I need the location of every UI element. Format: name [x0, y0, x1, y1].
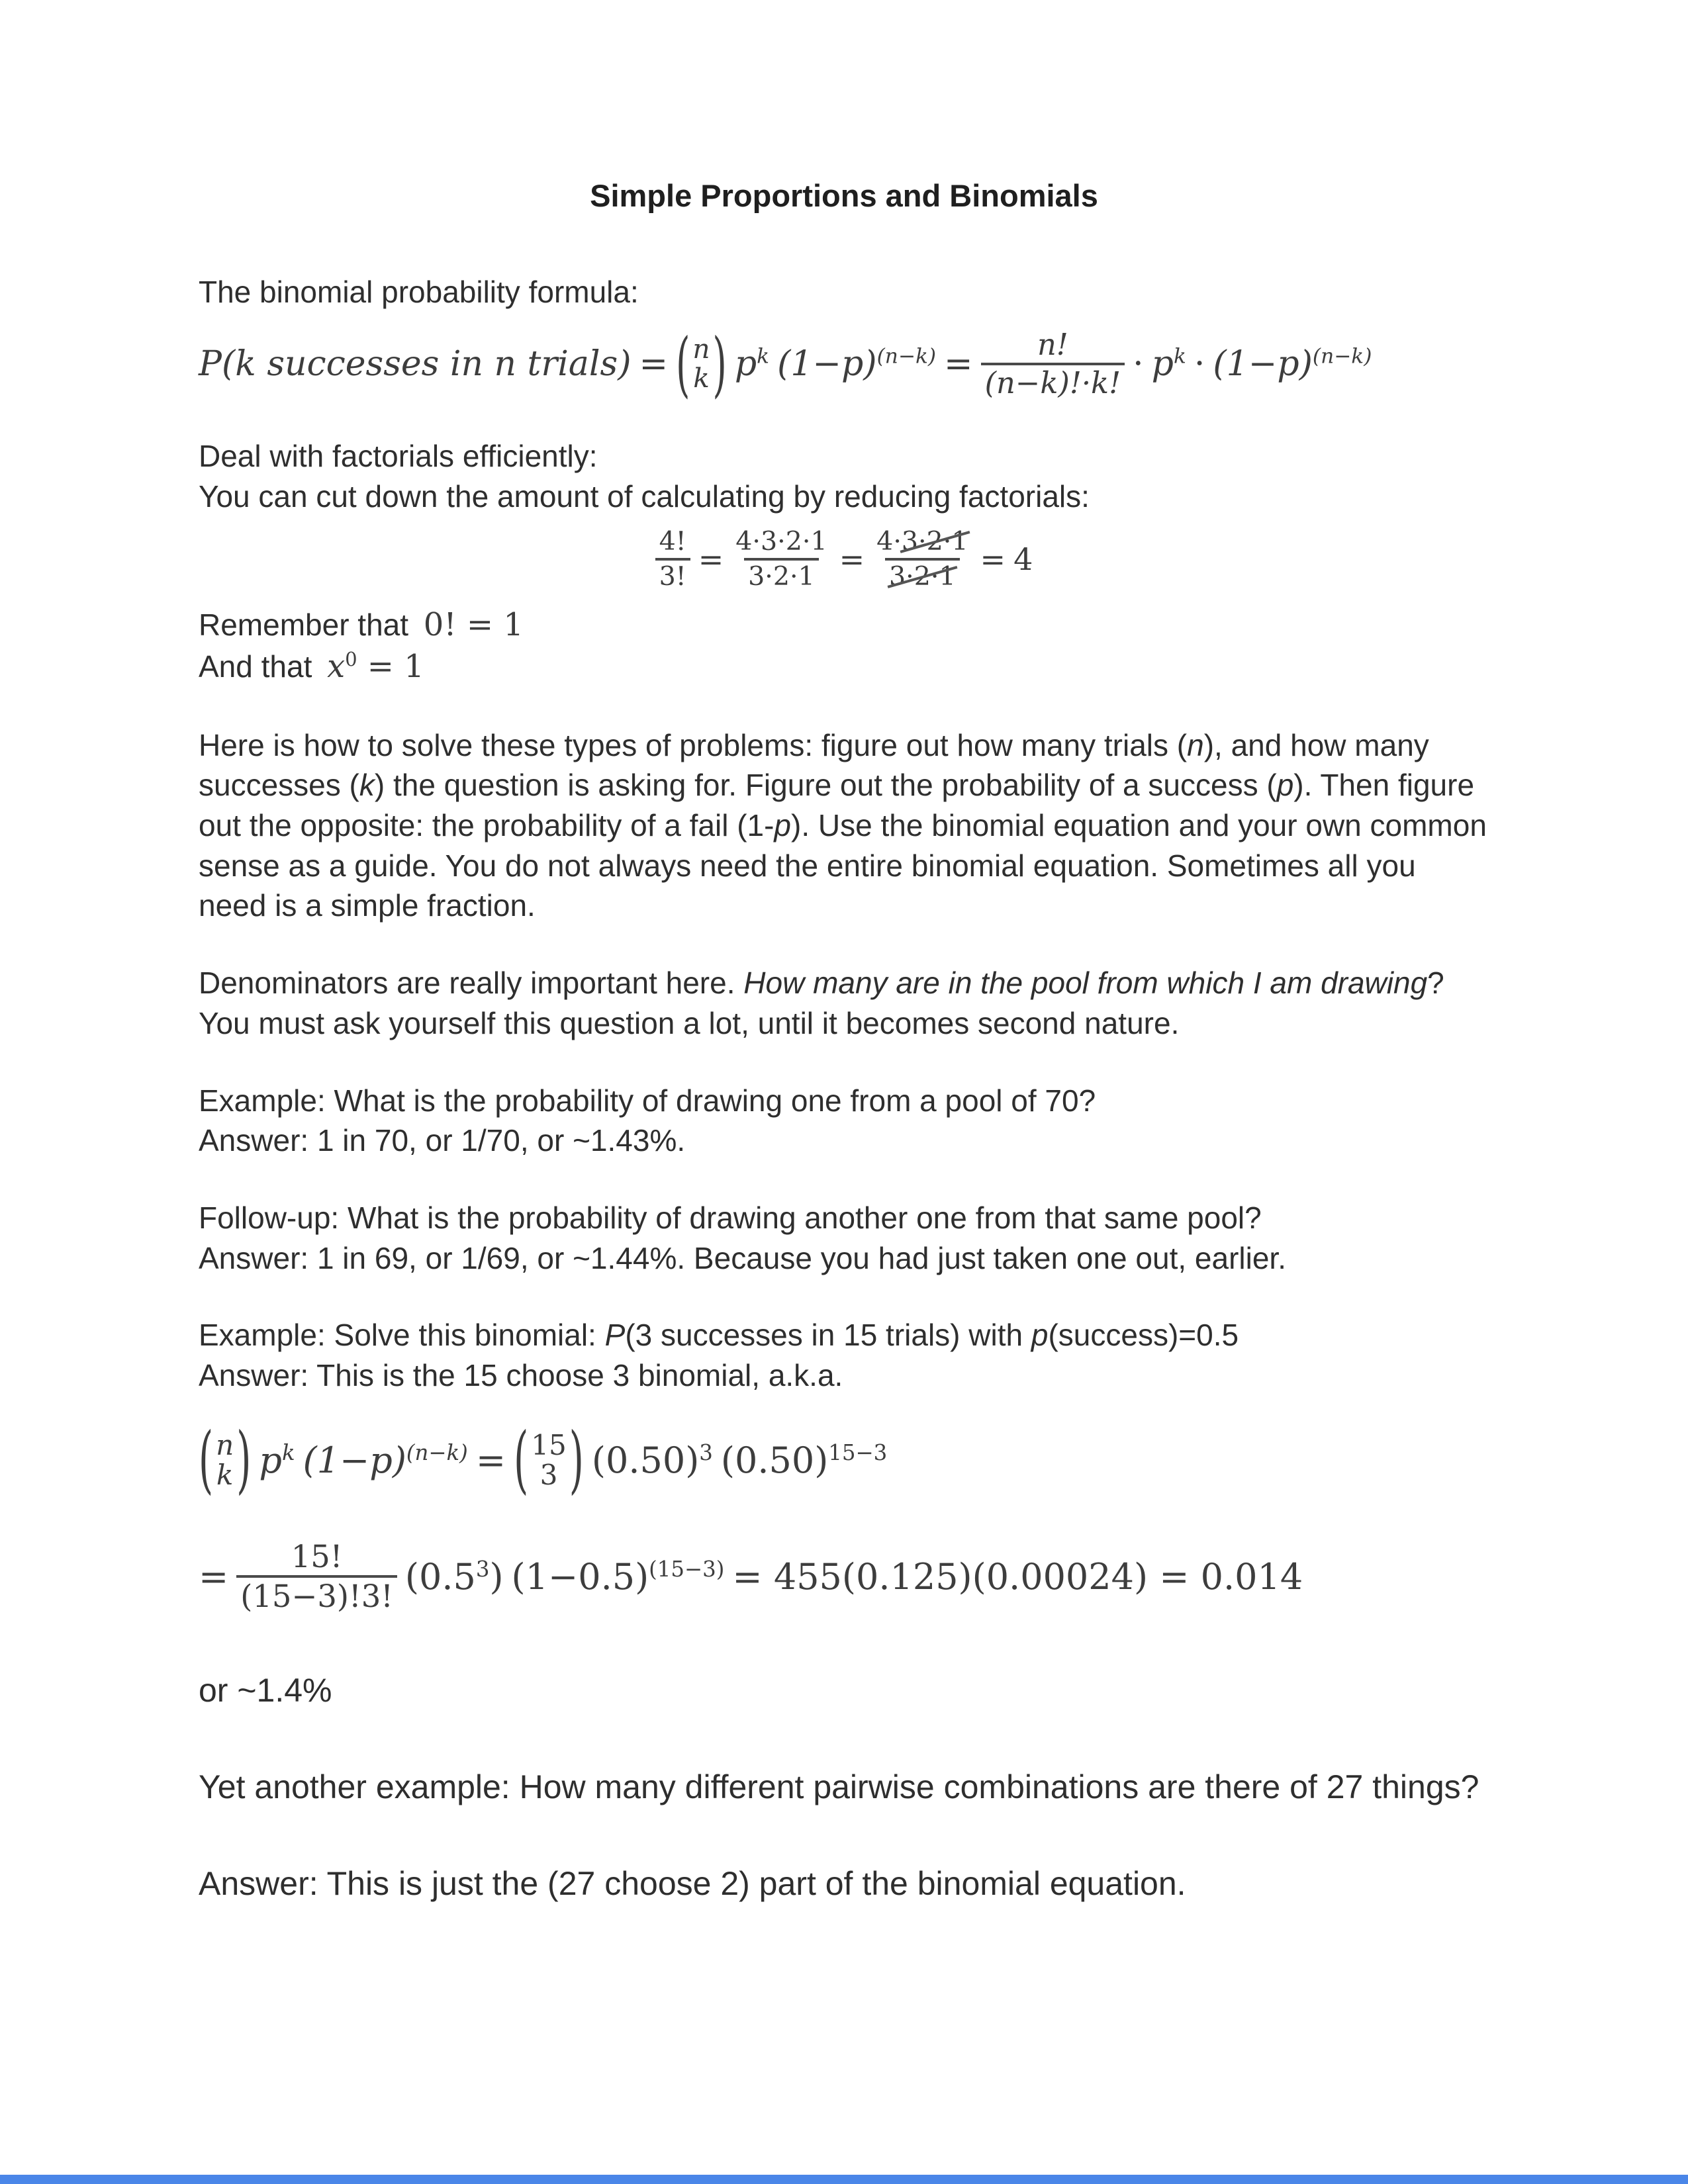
term-one-minus-05-power: $(1-0.5)^{(15-3)}$ [511, 1555, 725, 1598]
formula-factorial-reduction [655, 525, 1033, 592]
paragraph-denominators: Denominators are really important here. How many are in the pool from which I am drawing? You must ask yourself this question a lot, until it becomes second nature. [199, 966, 1444, 1040]
x-power-zero-math: $x^0 = 1$ [327, 648, 424, 686]
right-paren: ) [569, 1417, 584, 1503]
equals-sign: = [475, 1439, 506, 1481]
p-power-k: $p^k$ [1151, 344, 1186, 385]
equals-sign: = [698, 541, 724, 577]
term-050-cubed: $(0.50)^3$ [591, 1439, 713, 1481]
paragraph-followup-answer: Answer: 1 in 69, or 1/69, or ~1.44%. Because you had just taken one out, earlier. [199, 1240, 1286, 1275]
paragraph-example1-question: Example: What is the probability of drawing one from a pool of 70? [199, 1083, 1096, 1118]
term-05-cubed: $(0.5^3)$ [404, 1555, 504, 1598]
equals-sign: = [199, 1555, 229, 1598]
fraction-expanded: $\frac{4\cdot 3\cdot 2\cdot 1}{3\cdot 2\cdot 1}$ [735, 526, 827, 592]
fraction-15-factorial: $\frac{15!}{(15-3)!3!}$ [236, 1538, 397, 1615]
one-minus-p-power: $(1-p)^{(n-k)}$ [303, 1439, 468, 1481]
right-paren: ) [712, 322, 727, 406]
equals-sign: = [639, 344, 669, 385]
paragraph-example2-question: Example: Solve this binomial: P(3 successes in 15 trials) with p(success)=0.5 [199, 1318, 1239, 1353]
right-paren: ) [236, 1417, 252, 1503]
cancelled-terms: 3·2·1 [889, 561, 956, 592]
page-title: Simple Proportions and Binomials [590, 178, 1098, 213]
paragraph-example2-answer: Answer: This is the 15 choose 3 binomial, a.k.a. [199, 1358, 843, 1393]
formula-binomial-computation [199, 1538, 1489, 1615]
paragraph-andthat: And that $x^0 = 1$ [199, 648, 424, 686]
cancelled-terms: 3·2·1 [901, 526, 968, 557]
paragraph-followup-question: Follow-up: What is the probability of drawing another one from that same pool? [199, 1200, 1262, 1235]
left-paren: ( [514, 1417, 529, 1503]
zero-factorial-math: 0! = 1 [423, 606, 524, 643]
binom-bottom: k [693, 362, 710, 394]
paragraph-factorials-sub: You can cut down the amount of calculating by reducing factorials: [199, 478, 1090, 514]
paragraph-remember: Remember that 0! = 1 [199, 606, 524, 643]
paragraph-factorials-heading: Deal with factorials efficiently: [199, 438, 598, 473]
formula-lhs: P(k successes in n trials) [199, 344, 632, 385]
binomial-coefficient-15-3: ( 15 3 ) [514, 1417, 584, 1503]
paragraph-how-to-solve: Here is how to solve these types of problems: figure out how many trials (n), and how many successes (k) the question is asking for. Figure out the probability of a success (p). Then figure out the opposite: the probability of a fail (1-p). Use the binomial equation and your own common sense as a guide. You do not always need the entire binomial equation. Sometimes all you need is a simple fraction. [199, 727, 1487, 923]
equals-sign: = [944, 344, 973, 385]
cdot: · [1194, 344, 1205, 385]
computation-result: = 455(0.125)(0.00024) = 0.014 [732, 1555, 1303, 1598]
fraction-cancelled: $\frac{4\cdot 3\cdot 2\cdot 1}{3\cdot 2\cdot 1}$ [876, 526, 968, 592]
paragraph-example1-answer: Answer: 1 in 70, or 1/70, or ~1.43%. [199, 1123, 686, 1158]
p-power-k: $p^k$ [259, 1439, 295, 1481]
fraction-4-over-3: $\frac{4!}{3!}$ [655, 525, 690, 592]
paragraph-binomial-intro: The binomial probability formula: [199, 275, 639, 309]
paragraph-pairwise-question: Yet another example: How many different pairwise combinations are there of 27 things? [199, 1768, 1479, 1806]
footer-accent-bar [0, 2175, 1688, 2184]
formula-binomial-definition [199, 322, 1489, 406]
cdot: · [1133, 344, 1144, 385]
result-value: 4 [1013, 541, 1033, 577]
factorial-fraction: $\frac{n!}{(n-k)!\cdot k!}$ [981, 327, 1125, 402]
one-minus-p-power: $(1-p)^{(n-k)}$ [777, 344, 937, 385]
binom-top: n [692, 333, 710, 365]
one-minus-p-power: $(1-p)^{(n-k)}$ [1213, 344, 1372, 385]
equals-sign: = [980, 541, 1006, 577]
binomial-coefficient-nk [676, 322, 727, 406]
equals-sign: = [839, 541, 865, 577]
formula-15-choose-3 [199, 1417, 1489, 1503]
p-power-k: $p^k$ [734, 344, 770, 385]
binomial-coefficient-nk: ( n k ) [199, 1417, 252, 1503]
left-paren: ( [199, 1417, 214, 1503]
paragraph-or-result: or ~1.4% [199, 1672, 332, 1709]
paragraph-pairwise-answer: Answer: This is just the (27 choose 2) part of the binomial equation. [199, 1865, 1186, 1903]
left-paren: ( [676, 322, 690, 406]
term-050-power-12: $(0.50)^{15-3}$ [720, 1439, 888, 1481]
